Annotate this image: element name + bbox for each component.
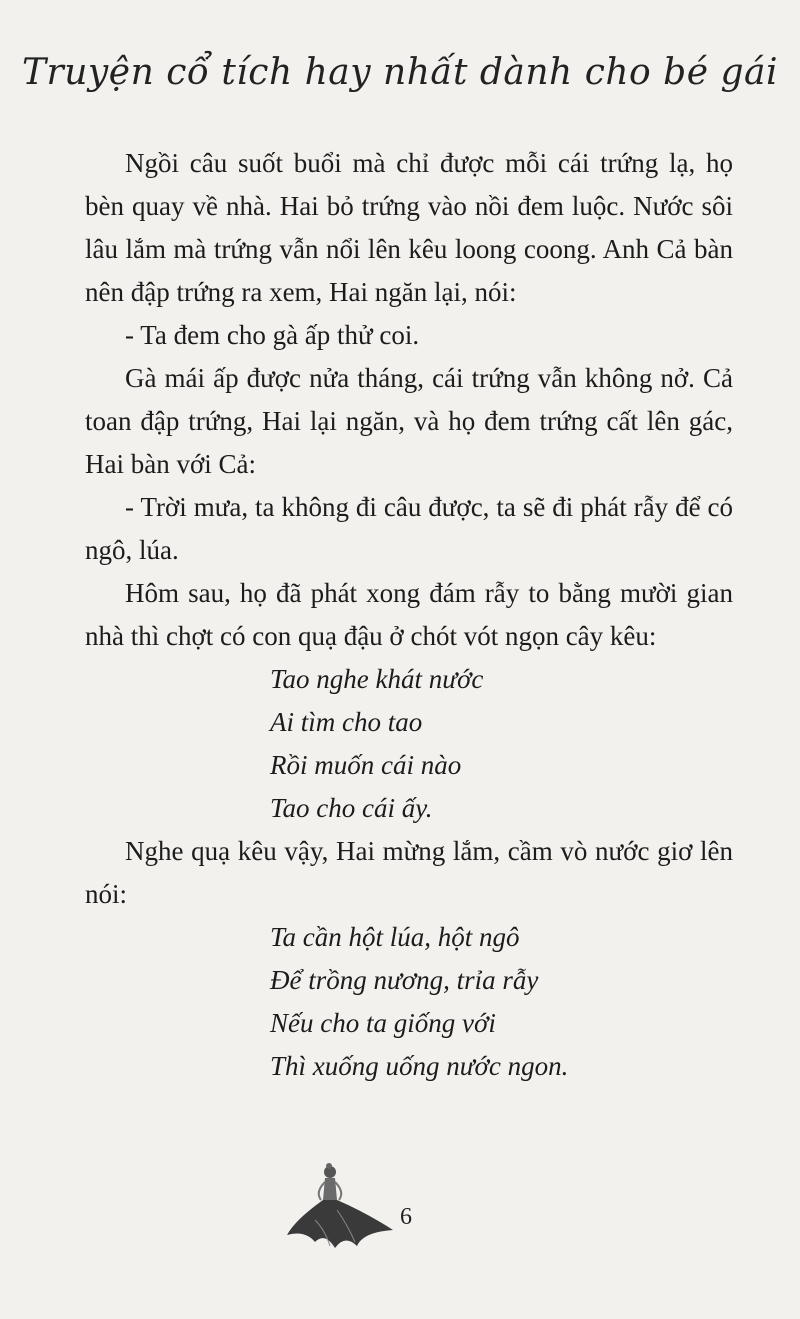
verse-line: Tao nghe khát nước [270,664,484,694]
verse-line: Nếu cho ta giống với [270,1008,496,1038]
verse-line: Ta cần hột lúa, hột ngô [270,922,520,952]
verse-line: Tao cho cái ấy. [270,793,433,823]
verse-line: Rồi muốn cái nào [270,750,462,780]
paragraph-6: Nghe quạ kêu vậy, Hai mừng lắm, cầm vò nước giơ lên nói: [85,836,733,909]
princess-silhouette-icon [285,1160,395,1260]
page-header-title: Truyện cổ tích hay nhất dành cho bé gái [22,52,778,93]
paragraph-3: Gà mái ấp được nửa tháng, cái trứng vẫn không nở. Cả toan đập trứng, Hai lại ngăn, và họ đem trứng cất lên gác, Hai bàn với Cả: [85,363,733,479]
hai-verse [270,916,733,1088]
verse-line: Thì xuống uống nước ngon. [270,1051,569,1081]
paragraph-5: Hôm sau, họ đã phát xong đám rẫy to bằng mười gian nhà thì chợt có con quạ đậu ở chót vót ngọn cây kêu: [85,578,733,651]
paragraph-1: Ngồi câu suốt buổi mà chỉ được mỗi cái trứng lạ, họ bèn quay về nhà. Hai bỏ trứng vào nồi đem luộc. Nước sôi lâu lắm mà trứng vẫn nổi lên kêu loong coong. Anh Cả bàn nên đập trứng ra xem, Hai ngăn lại, nói: [85,148,733,307]
page-number: 6 [400,1204,412,1230]
paragraph-2: - Ta đem cho gà ấp thử coi. [125,320,420,350]
paragraph-4: - Trời mưa, ta không đi câu được, ta sẽ đi phát rẫy để có ngô, lúa. [85,492,733,565]
verse-line: Để trồng nương, trỉa rẫy [270,965,539,995]
verse-line: Ai tìm cho tao [270,707,423,737]
crow-verse [270,658,733,830]
story-text [85,142,733,1088]
